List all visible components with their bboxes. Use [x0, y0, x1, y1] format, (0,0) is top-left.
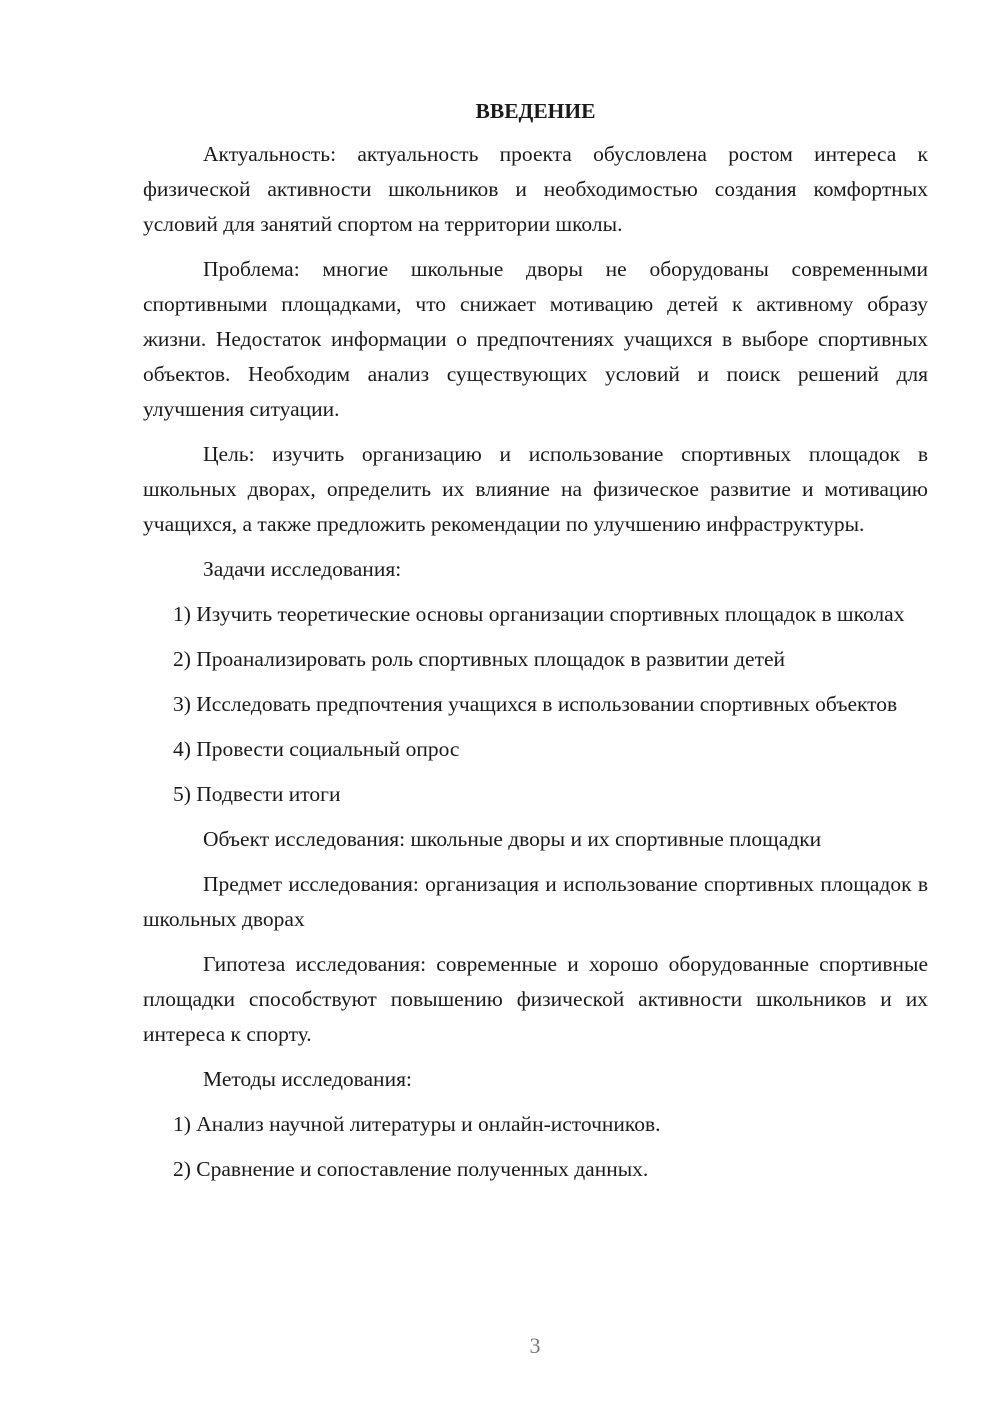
- task-item: 4) Провести социальный опрос: [173, 737, 460, 761]
- object-paragraph: Объект исследования: школьные дворы и их спортивные площадки: [203, 827, 822, 851]
- task-item: 5) Подвести итоги: [173, 782, 341, 806]
- task-item: 1) Изучить теоретические основы организации спортивных площадок в школах: [173, 602, 905, 626]
- section-heading: ВВЕДЕНИЕ: [475, 99, 596, 123]
- relevance-paragraph: Актуальность: актуальность проекта обусловлена ростом интереса к физической активности школьников и необходимостью создания комфортных условий для занятий спортом на территории школы.: [143, 142, 928, 236]
- page-content: [143, 94, 928, 1197]
- method-item: 2) Сравнение и сопоставление полученных данных.: [173, 1157, 649, 1181]
- task-item: 3) Исследовать предпочтения учащихся в использовании спортивных объектов: [173, 692, 898, 716]
- tasks-title: Задачи исследования:: [203, 557, 402, 581]
- methods-title: Методы исследования:: [203, 1067, 412, 1091]
- page-number: 3: [529, 1333, 541, 1358]
- hypothesis-paragraph: Гипотеза исследования: современные и хорошо оборудованные спортивные площадки способствуют повышению физической активности школьников и их интереса к спорту.: [143, 952, 928, 1046]
- goal-paragraph: Цель: изучить организацию и использование спортивных площадок в школьных дворах, определить их влияние на физическое развитие и мотивацию учащихся, а также предложить рекомендации по улучшению инфраструктуры.: [143, 442, 928, 536]
- method-item: 1) Анализ научной литературы и онлайн-источников.: [173, 1112, 661, 1136]
- problem-paragraph: Проблема: многие школьные дворы не оборудованы современными спортивными площадками, что снижает мотивацию детей к активному образу жизни. Недостаток информации о предпочтениях учащихся в выборе спортивных объектов. Необходим анализ существующих условий и поиск решений для улучшения ситуации.: [143, 257, 928, 421]
- subject-paragraph: Предмет исследования: организация и использование спортивных площадок в школьных дворах: [143, 872, 928, 931]
- task-item: 2) Проанализировать роль спортивных площадок в развитии детей: [173, 647, 786, 671]
